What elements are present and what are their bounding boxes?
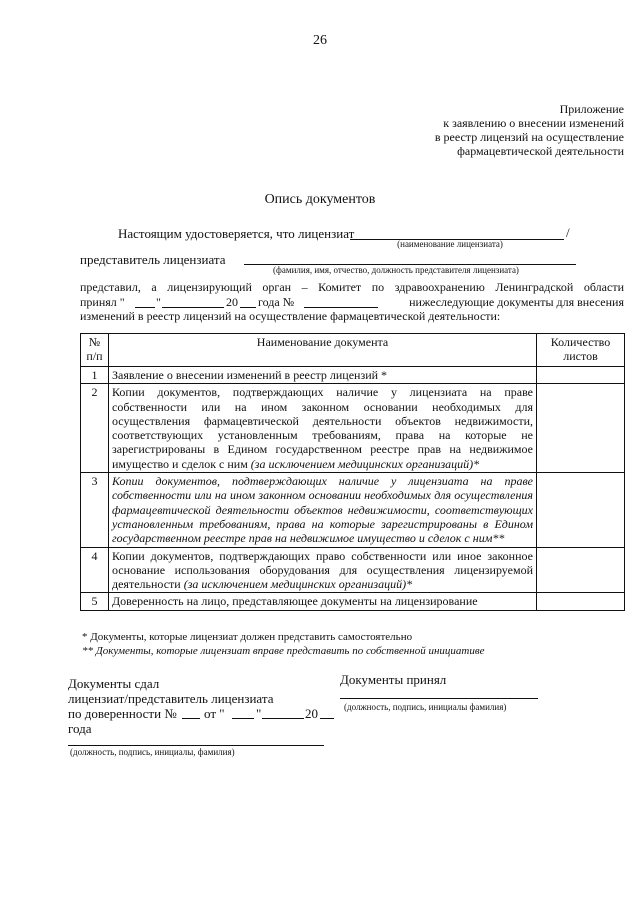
header-number: № п/п: [81, 334, 109, 367]
footnote-2: ** Документы, которые лицензиат вправе представить по собственной инициативе: [82, 645, 485, 657]
row-sheet-count: [537, 547, 625, 593]
row-document-name: [109, 367, 537, 384]
table-header-row: [81, 334, 625, 367]
row-document-text: Заявление о внесении изменений в реестр лицензий *: [112, 368, 388, 382]
intro-presented-line: представил, а лицензирующий орган – Комитет по здравоохранению Ленинградской области: [80, 280, 624, 294]
submitted-caption: (должность, подпись, инициалы, фамилия): [70, 747, 235, 757]
intro-number-label: года №: [258, 295, 295, 309]
intro-year-prefix: 20: [226, 295, 238, 309]
row-document-name: [109, 547, 537, 593]
submitted-from: от ": [204, 706, 225, 721]
accepted-signature-line: [340, 698, 538, 699]
row-document-text: Доверенность на лицо, представляющее документы на лицензирование: [112, 594, 478, 609]
intro-documents-text: нижеследующие документы для внесения: [409, 295, 624, 309]
submitted-quote-close: ": [256, 706, 262, 721]
row-document-text: Копии документов, подтверждающих наличие у лицензиата на праве собственности или на ином законном основании необходимых для осуществления фармацевтической деятельности объектов недвижимости, соответствующих установленным требованиям, права на которые зарегистрированы в Едином государственном реестре прав на недвижимое имущество и сделок с ним**: [112, 474, 533, 546]
table-row: [81, 367, 625, 384]
row-sheet-count: [537, 473, 625, 547]
row-sheet-count: [537, 384, 625, 473]
submitted-year-word: года: [68, 721, 92, 736]
number-line: [304, 307, 378, 308]
day-line: [135, 307, 155, 308]
year-line: [240, 307, 256, 308]
row-sheet-count: [537, 367, 625, 384]
submitted-signature-line: [68, 745, 324, 746]
header-document-name: Наименование документа: [109, 334, 537, 367]
header-sheet-count: Количество листов: [537, 334, 625, 367]
row-document-name: [109, 593, 537, 610]
intro-slash: /: [566, 225, 570, 240]
intro-representative-label: представитель лицензиата: [80, 252, 226, 267]
poa-month-line: [262, 718, 304, 719]
footnote-1: * Документы, которые лицензиат должен представить самостоятельно: [82, 631, 413, 643]
intro-accepted-prefix: принял ": [80, 295, 125, 309]
row-number: 5: [81, 593, 109, 610]
intro-registry-line: изменений в реестр лицензий на осуществление фармацевтической деятельности:: [80, 309, 501, 323]
table-row: [81, 473, 625, 547]
month-line: [162, 307, 224, 308]
intro-licensee-label: Настоящим удостоверяется, что лицензиат: [118, 226, 355, 241]
appendix-line-1: к заявлению о внесении изменений: [443, 116, 624, 130]
row-number: 1: [81, 367, 109, 384]
caption-representative: (фамилия, имя, отчество, должность представителя лицензиата): [273, 265, 519, 275]
row-document-name: [109, 384, 537, 473]
submitted-label: Документы сдал: [68, 676, 160, 691]
appendix-line-2: в реестр лицензий на осуществление: [434, 130, 624, 144]
row-document-text: Копии документов, подтверждающих право собственности или иное законное основание использования оборудования для осуществления лицензируемой деятельности: [112, 548, 533, 592]
page-number: 26: [313, 33, 327, 48]
caption-licensee-name: (наименование лицензиата): [397, 239, 503, 249]
submitted-power-of-attorney: по доверенности №: [68, 706, 177, 721]
accepted-caption: (должность, подпись, инициалы фамилия): [344, 702, 507, 712]
poa-day-line: [232, 718, 254, 719]
submitted-year-prefix: 20: [305, 706, 318, 721]
row-sheet-count: [537, 593, 625, 610]
row-number: 2: [81, 384, 109, 473]
intro-quote-close: ": [156, 295, 161, 309]
table-row: [81, 593, 625, 610]
table-row: [81, 384, 625, 473]
poa-number-line: [182, 718, 200, 719]
row-document-note: (за исключением медицинских организаций)*: [250, 456, 480, 471]
accepted-label: Документы принял: [340, 672, 447, 687]
appendix-block: [360, 102, 624, 158]
row-document-note: (за исключением медицинских организаций)*: [183, 577, 413, 592]
submitted-role: лицензиат/представитель лицензиата: [68, 691, 274, 706]
row-number: 3: [81, 473, 109, 547]
poa-year-line: [320, 718, 334, 719]
appendix-line-3: фармацевтической деятельности: [457, 144, 624, 158]
table-row: [81, 547, 625, 593]
appendix-title: Приложение: [559, 102, 624, 116]
row-number: 4: [81, 547, 109, 593]
row-document-text: Копии документов, подтверждающих наличие у лицензиата на праве собственности или на ином законном основании необходимых для осуществления фармацевтической деятельности объектов недвижимости, соответствующих установленным требованиям, права на которые не зарегистрированы в Едином государственном реестре прав на недвижимое имущество и сделок с ним: [112, 385, 533, 471]
row-document-name: [109, 473, 537, 547]
documents-table: [80, 333, 625, 611]
document-title: Опись документов: [264, 192, 376, 207]
